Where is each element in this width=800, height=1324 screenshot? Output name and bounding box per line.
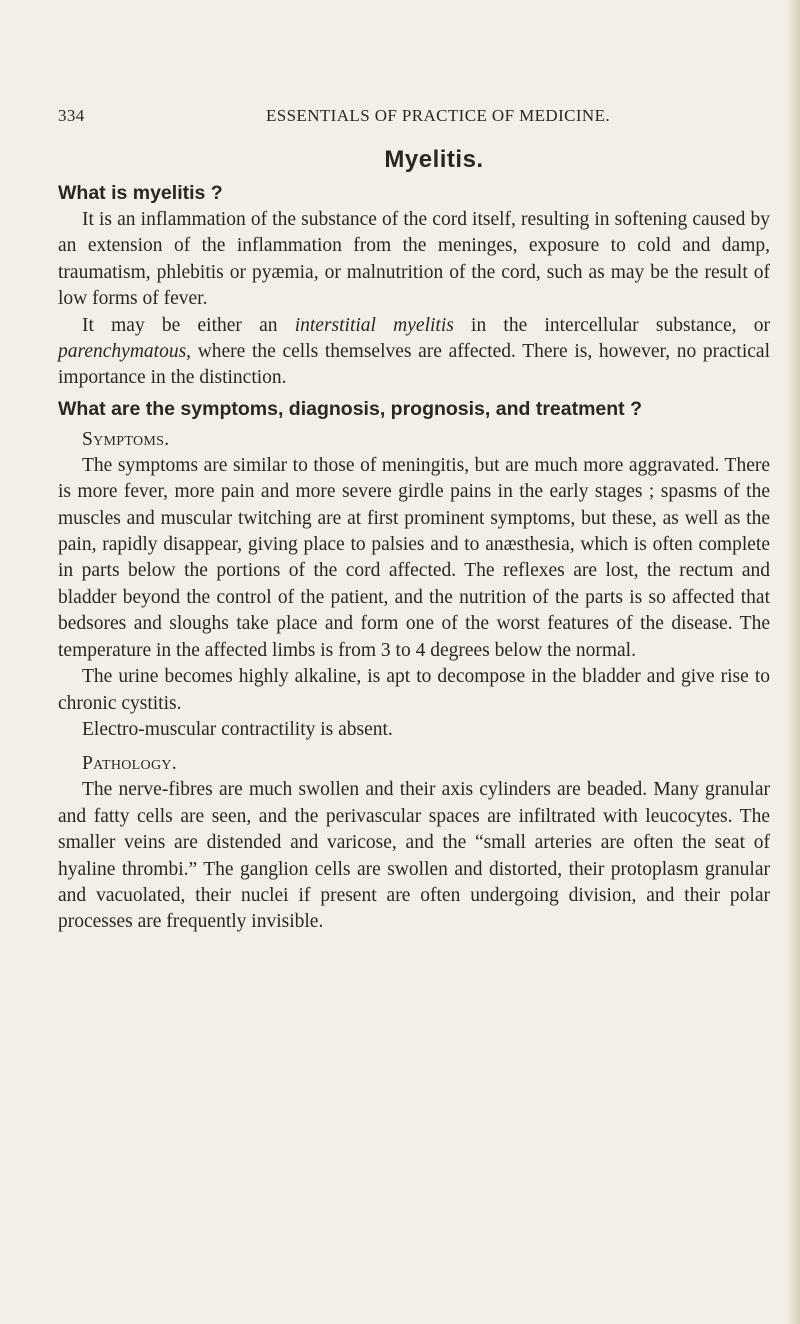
running-title: ESSENTIALS OF PRACTICE OF MEDICINE. [265, 106, 611, 125]
term-parenchymatous: parenchymatous [58, 341, 187, 363]
pathology-paragraph: The nerve-fibres are much swollen and their axis cylinders are beaded. Many granular and fatty cells are seen, and the perivascular spaces are infiltrated with leucocytes. The smaller veins are distended and varicose, and the “small arteries are often the seat of hyaline thrombi.” The ganglion cells are swollen and distorted, their protoplasm granular and vacuolated, their nuclei if present are often undergoing division, and their polar processes are frequently invisible. [58, 779, 770, 933]
page-number: 334 [58, 106, 85, 125]
term-interstitial-myelitis: interstitial myelitis [294, 314, 454, 336]
types-text-1: It may be either an [82, 314, 295, 336]
types-text-3: , where the cells themselves are affected. There is, however, no practical importance in the distinction. [58, 341, 770, 389]
types-paragraph [58, 313, 770, 392]
symptoms-paragraph: The symptoms are similar to those of meningitis, but are much more aggravated. There is more fever, more pain and more severe girdle pains in the early stages ; spasms of the muscles and muscular twitching are at first prominent symptoms, but these, as well as the pain, rapidly disappear, giving place to palsies and to anæsthesia, which is often complete in parts below the portions of the cord affected. The reflexes are lost, the rectum and bladder beyond the control of the patient, and the nutrition of the parts is so affected that bedsores and sloughs take place and form one of the worst features of the disease. The temperature in the affected limbs is from 3 to 4 degrees below the normal. [58, 454, 770, 661]
symptoms-heading-text: Symptoms. [82, 428, 170, 450]
page-content [58, 146, 770, 936]
running-header [58, 106, 758, 136]
section-title: Myelitis. [384, 146, 484, 173]
types-text-2: in the intercellular substance, or [453, 314, 770, 336]
page-edge-shadow [786, 0, 800, 1324]
definition-paragraph: It is an inflammation of the substance of the cord itself, resulting in softening caused by an extension of the inflammation from the meninges, exposure to cold and damp, traumatism, phlebitis or pyæmia, or malnutrition of the cord, such as may be the result of low forms of fever. [58, 209, 770, 310]
question-symptoms-diagnosis: What are the symptoms, diagnosis, prognosis, and treatment ? [58, 397, 643, 420]
pathology-heading-text: Pathology. [82, 753, 177, 775]
question-what-is-myelitis: What is myelitis ? [58, 182, 223, 204]
urine-paragraph: The urine becomes highly alkaline, is apt to decompose in the bladder and give rise to chronic cystitis. [58, 666, 770, 714]
electro-paragraph: Electro-muscular contractility is absent. [82, 718, 393, 740]
symptoms-heading [58, 427, 770, 453]
pathology-heading [58, 751, 770, 777]
